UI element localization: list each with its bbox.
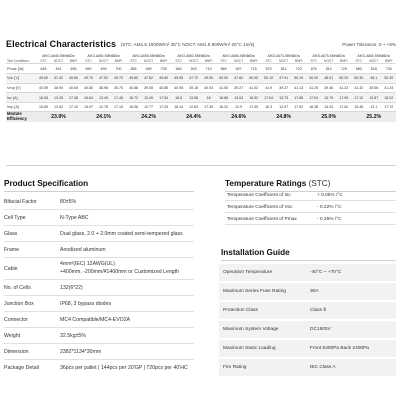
- vmp-value: 38.90: [51, 83, 66, 93]
- condition-header: NOCT: [321, 58, 336, 64]
- electrical-table: [6, 54, 396, 122]
- condition-header: STC: [261, 58, 276, 64]
- pmax-value: 507: [231, 64, 246, 74]
- model-name: AIKO-A645-SMN66Dw: [42, 54, 75, 59]
- spec-row-package: [4, 360, 194, 376]
- spec-row-cable: [4, 258, 194, 280]
- spec-value: Dual glass, 2.0 + 2.0mm coated semi-tempered glass: [60, 231, 183, 237]
- condition-header: NOCT: [366, 58, 381, 64]
- isc-value: 13.63: [231, 93, 246, 103]
- condition-header: STC: [126, 58, 141, 64]
- temp-label: Temperature Coefficient of Voc: [227, 205, 293, 210]
- vmp-value: 41.05: [216, 83, 231, 93]
- imp-value: 12.62: [51, 102, 66, 112]
- condition-header: NOCT: [51, 58, 66, 64]
- spec-label: Bifacial Factor: [4, 199, 37, 205]
- vmp-value: 39.27: [231, 83, 246, 93]
- isc-value: 17.95: [336, 93, 351, 103]
- pmax-value: 655: [126, 64, 141, 74]
- efficiency-value: 24.2%: [126, 112, 171, 122]
- isc-value: 16.72: [126, 93, 141, 103]
- voc-value: 49.60: [36, 74, 51, 84]
- pmax-value: 514: [321, 64, 336, 74]
- vmp-value: 40.59: [36, 83, 51, 93]
- voc-value: 47.62: [141, 74, 156, 84]
- pmax-value: 725: [336, 64, 351, 74]
- imp-value: 12.83: [186, 102, 201, 112]
- install-label: Operation Temperature: [223, 270, 273, 275]
- pmax-value: 650: [81, 64, 96, 74]
- voc-value: 50.10: [291, 74, 306, 84]
- isc-value: 17.04: [306, 93, 321, 103]
- install-row-fuse: [219, 283, 396, 301]
- condition-header: BNPI: [336, 58, 351, 64]
- vmp-row: [6, 83, 396, 93]
- voc-value: 49.90: [201, 74, 216, 84]
- temp-label: Temperature Coefficient of Isc: [227, 193, 291, 198]
- voc-value: 50.00: [246, 74, 261, 84]
- temp-value: + 0.05% /°C: [317, 193, 343, 198]
- imp-value: 16.38: [306, 102, 321, 112]
- voc-value: 50.00: [216, 74, 231, 84]
- product-spec-title-text: Product Specification: [4, 179, 89, 188]
- power-tolerance: Power Tolerance: 0 ~ +5%: [342, 42, 396, 47]
- voc-row: [6, 74, 396, 84]
- voc-label: Voc [V]: [6, 74, 36, 84]
- vmp-value: 41.23: [336, 83, 351, 93]
- condition-header: BNPI: [111, 58, 126, 64]
- condition-header: NOCT: [276, 58, 291, 64]
- voc-value: 47.42: [51, 74, 66, 84]
- pmax-value: 499: [96, 64, 111, 74]
- temp-row-isc: [225, 191, 396, 201]
- voc-value: 48.1: [366, 74, 381, 84]
- voc-value: 47.91: [276, 74, 291, 84]
- imp-row: [6, 102, 396, 112]
- imp-value: 17.15: [111, 102, 126, 112]
- model-row: [6, 54, 396, 58]
- isc-value: 17.38: [66, 93, 81, 103]
- pmax-value: 695: [66, 64, 81, 74]
- spec-row-cells: [4, 280, 194, 296]
- condition-header: BNPI: [201, 58, 216, 64]
- install-label: Maximum System Voltage: [223, 327, 279, 332]
- vmp-label: Vmp [V]: [6, 83, 36, 93]
- pmax-row: [6, 64, 396, 74]
- imp-value: 12.97: [276, 102, 291, 112]
- installation-title-text: Installation Guide: [221, 248, 290, 257]
- install-label: Fire Rating: [223, 365, 247, 370]
- spec-label: Weight: [4, 333, 21, 339]
- temp-row-voc: [225, 203, 396, 213]
- install-row-voltage: [219, 321, 396, 339]
- spec-row-dimension: [4, 344, 194, 360]
- isc-value: 13.73: [276, 93, 291, 103]
- imp-value: 17.62: [336, 102, 351, 112]
- vmp-value: 40.65: [66, 83, 81, 93]
- efficiency-value: 25.2%: [351, 112, 396, 122]
- isc-value: 17.46: [111, 93, 126, 103]
- spec-value: 4mm²(IEC) 12AWG(UL): [60, 261, 115, 267]
- pmax-value: 715: [246, 64, 261, 74]
- vmp-value: 39.37: [276, 83, 291, 93]
- condition-header: NOCT: [186, 58, 201, 64]
- imp-value: 13.03: [321, 102, 336, 112]
- condition-header: STC: [351, 58, 366, 64]
- install-value: Front 5400Pa Back 2400Pa: [310, 346, 369, 351]
- condition-header: NOCT: [96, 58, 111, 64]
- vmp-value: 41.9: [261, 83, 276, 93]
- spec-value: N-Type ABC: [60, 215, 89, 221]
- pmax-label: Pmax [W]: [6, 64, 36, 74]
- imp-value: 17.25: [156, 102, 171, 112]
- vmp-value: 39.46: [321, 83, 336, 93]
- spec-row-glass: [4, 226, 194, 242]
- pmax-value: 700: [111, 64, 126, 74]
- voc-value: 50.10: [261, 74, 276, 84]
- isc-label: Isc [A]: [6, 93, 36, 103]
- test-conditions-label: Test Conditions: [6, 58, 36, 64]
- install-label: Maximum Static Loading: [223, 346, 276, 351]
- test-conditions-note: |STC: AM1.5 1000W/m² 25°C NOCT: AM1.5 800W/m² 20°C 1m/s|: [121, 42, 255, 47]
- vmp-value: 40.85: [156, 83, 171, 93]
- vmp-value: 40.60: [81, 83, 96, 93]
- imp-value: 17.10: [66, 102, 81, 112]
- spec-row-junction-box: [4, 296, 194, 312]
- spec-label: Dimension: [4, 349, 29, 355]
- vmp-value: 40.75: [111, 83, 126, 93]
- spec-label: Cable: [4, 266, 18, 272]
- imp-value: 16.22: [216, 102, 231, 112]
- isc-value: 17.88: [291, 93, 306, 103]
- temp-value: - 0.22% /°C: [317, 205, 342, 210]
- efficiency-value: 24.8%: [261, 112, 306, 122]
- pmax-value: 730: [381, 64, 396, 74]
- voc-value: 47.82: [231, 74, 246, 84]
- spec-label: Cell Type: [4, 215, 26, 221]
- voc-value: 49.80: [126, 74, 141, 84]
- isc-value: 13.56: [186, 93, 201, 103]
- imp-value: 12.77: [141, 102, 156, 112]
- vmp-value: 41.32: [351, 83, 366, 93]
- voc-value: 49.80: [156, 74, 171, 84]
- imp-value: 17.45: [246, 102, 261, 112]
- spec-value: IP68, 3 bypass diodes: [60, 301, 112, 307]
- condition-header: BNPI: [156, 58, 171, 64]
- install-row-protection: [219, 302, 396, 320]
- pmax-value: 680: [351, 64, 366, 74]
- isc-value: 16.8: [171, 93, 186, 103]
- voc-value: 48.01: [321, 74, 336, 84]
- pmax-value: 660: [171, 64, 186, 74]
- voc-value: 50.30: [351, 74, 366, 84]
- voc-value: 49.70: [81, 74, 96, 84]
- isc-value: 18.22: [381, 93, 396, 103]
- efficiency-value: 24.4%: [171, 112, 216, 122]
- pmax-value: 705: [156, 64, 171, 74]
- isc-row: [6, 93, 396, 103]
- install-label: Maximum Series Fuse Rating: [223, 289, 286, 294]
- spec-label: Glass: [4, 231, 18, 237]
- spec-label: No. of Cells: [4, 285, 31, 291]
- condition-header: BNPI: [291, 58, 306, 64]
- isc-value: 16.88: [216, 93, 231, 103]
- pmax-value: 710: [201, 64, 216, 74]
- vmp-value: 41.13: [291, 83, 306, 93]
- spec-value: 36pcs per pallet | 144pcs per 20'GP | 720pcs per 40'HC: [60, 365, 188, 371]
- spec-label: Junction Box: [4, 301, 34, 307]
- vmp-value: 39.56: [366, 83, 381, 93]
- model-name: AIKO-A670-SMN66Dw: [267, 54, 300, 59]
- spec-value: Anodized aluminum: [60, 247, 106, 253]
- spec-row-bifacial: [4, 194, 194, 210]
- vmp-value: 39.18: [186, 83, 201, 93]
- spec-value: 2382*1134*30mm: [60, 349, 102, 355]
- electrical-header: [6, 41, 396, 51]
- spec-row-frame: [4, 242, 194, 258]
- pmax-value: 645: [36, 64, 51, 74]
- imp-value: 13.1: [366, 102, 381, 112]
- spec-value: 32.5kg±5%: [60, 333, 86, 339]
- spec-value-secondary: +400mm, -200mm/¥1400mm or Customized Length: [60, 269, 179, 275]
- voc-value: 49.95: [171, 74, 186, 84]
- electrical-title: Electrical Characteristics: [6, 39, 117, 49]
- temp-label: Temperature Coefficient of Pmax: [227, 217, 297, 222]
- module-efficiency-row: [6, 112, 396, 122]
- imp-value: 15.97: [81, 102, 96, 112]
- model-name: AIKO-A680-SMN66Dw: [357, 54, 390, 59]
- vmp-value: 40.95: [171, 83, 186, 93]
- isc-value: 13.79: [321, 93, 336, 103]
- pmax-value: 665: [216, 64, 231, 74]
- pmax-value: 720: [291, 64, 306, 74]
- spec-value: 132(6*22): [60, 285, 83, 291]
- pmax-value: 518: [366, 64, 381, 74]
- model-name: AIKO-A650-SMN66Dw: [87, 54, 120, 59]
- imp-value: 16.3: [261, 102, 276, 112]
- isc-value: 18.32: [246, 93, 261, 103]
- install-row-operation-temp: [219, 264, 396, 282]
- temp-row-pmax: [225, 215, 396, 225]
- temp-value: - 0.26% /°C: [317, 217, 342, 222]
- installation-guide-title: [221, 248, 396, 261]
- model-name: AIKO-A655-SMN66Dw: [132, 54, 165, 59]
- model-name: AIKO-A675-SMN66Dw: [312, 54, 345, 59]
- isc-value: 16.64: [81, 93, 96, 103]
- vmp-value: 41.02: [246, 83, 261, 93]
- isc-value: 17.54: [156, 93, 171, 103]
- efficiency-value: 25.0%: [306, 112, 351, 122]
- spec-label: Package Detail: [4, 365, 39, 371]
- install-row-fire: [219, 359, 396, 377]
- section-divider: [6, 165, 396, 166]
- spec-row-connector: [4, 312, 194, 328]
- isc-value: 13.49: [141, 93, 156, 103]
- imp-value: 16.46: [351, 102, 366, 112]
- condition-header: NOCT: [141, 58, 156, 64]
- imp-value: 15.89: [36, 102, 51, 112]
- voc-value: 49.70: [111, 74, 126, 84]
- vmp-value: 38.98: [96, 83, 111, 93]
- model-name: AIKO-A660-SMN66Dw: [177, 54, 210, 59]
- product-spec-title: [4, 179, 194, 192]
- condition-header: BNPI: [246, 58, 261, 64]
- isc-value: 18: [201, 93, 216, 103]
- voc-value: 49.60: [66, 74, 81, 84]
- imp-value: 17.52: [291, 102, 306, 112]
- imp-value: 17.35: [201, 102, 216, 112]
- vmp-value: 40.93: [201, 83, 216, 93]
- temperature-title-text: Temperature Ratings: [225, 179, 307, 188]
- condition-header: BNPI: [381, 58, 396, 64]
- condition-header: STC: [306, 58, 321, 64]
- module-efficiency-label: Module Efficiency: [6, 112, 36, 122]
- isc-value: 16.55: [36, 93, 51, 103]
- pmax-value: 503: [186, 64, 201, 74]
- imp-value: 12.78: [96, 102, 111, 112]
- isc-value: 13.40: [96, 93, 111, 103]
- imp-value: 12.9: [231, 102, 246, 112]
- imp-value: 17.72: [381, 102, 396, 112]
- voc-value: 47.72: [186, 74, 201, 84]
- isc-value: 13.35: [51, 93, 66, 103]
- voc-value: 47.52: [96, 74, 111, 84]
- imp-value: 16.14: [171, 102, 186, 112]
- pmax-value: 499: [141, 64, 156, 74]
- condition-header: STC: [81, 58, 96, 64]
- voc-value: 50.20: [306, 74, 321, 84]
- spec-value: 80±5%: [60, 199, 77, 205]
- condition-header: STC: [171, 58, 186, 64]
- isc-value: 17.12: [351, 93, 366, 103]
- model-name: AIKO-A665-SMN66Dw: [222, 54, 255, 59]
- imp-label: Imp [A]: [6, 102, 36, 112]
- condition-header: NOCT: [231, 58, 246, 64]
- efficiency-value: 24.6%: [216, 112, 261, 122]
- spec-value: MC4 Compatible/MC4-EVO2A: [60, 317, 131, 323]
- pmax-value: 491: [51, 64, 66, 74]
- imp-value: 16.06: [126, 102, 141, 112]
- install-value: IEC Class A: [310, 365, 336, 370]
- install-label: Protection Class: [223, 308, 258, 313]
- pmax-value: 511: [276, 64, 291, 74]
- spec-row-cell-type: [4, 210, 194, 226]
- spec-label: Connector: [4, 317, 28, 323]
- vmp-value: 41.34: [381, 83, 396, 93]
- spec-row-weight: [4, 328, 194, 344]
- condition-header: BNPI: [66, 58, 81, 64]
- install-value: Class Ⅱ: [310, 308, 326, 313]
- condition-header: STC: [36, 58, 51, 64]
- condition-header: STC: [216, 58, 231, 64]
- install-value: -40°C ~ +70°C: [310, 270, 342, 275]
- isc-value: 17.04: [261, 93, 276, 103]
- vmp-value: 40.88: [126, 83, 141, 93]
- install-value: DC1500V: [310, 327, 331, 332]
- vmp-value: 39.08: [141, 83, 156, 93]
- efficiency-value: 23.9%: [36, 112, 81, 122]
- temperature-title-suffix: (STC): [308, 179, 331, 188]
- vmp-value: 41.25: [306, 83, 321, 93]
- install-value: 30A: [310, 289, 319, 294]
- efficiency-value: 24.1%: [81, 112, 126, 122]
- voc-value: 50.30: [381, 74, 396, 84]
- spec-label: Frame: [4, 247, 19, 253]
- isc-value: 13.87: [366, 93, 381, 103]
- install-row-static-loading: [219, 340, 396, 358]
- pmax-value: 670: [261, 64, 276, 74]
- voc-value: 50.20: [336, 74, 351, 84]
- pmax-value: 675: [306, 64, 321, 74]
